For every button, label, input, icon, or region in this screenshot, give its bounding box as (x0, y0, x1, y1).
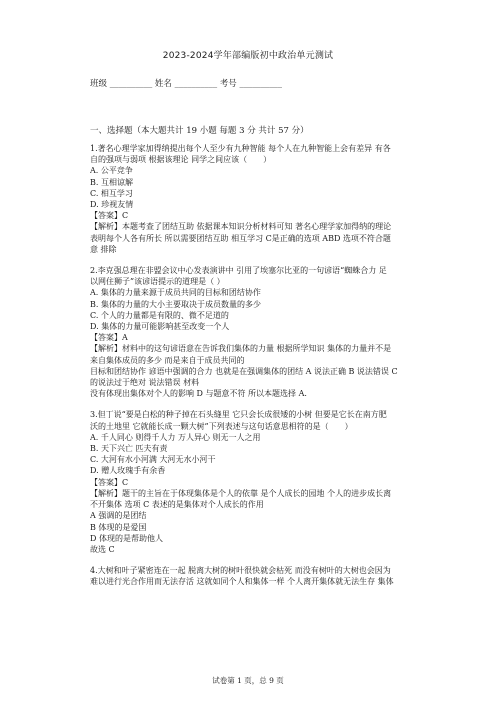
analysis-line: 不开集体 选项 C 表述的是集体对个人成长的作用 (90, 500, 264, 510)
question-stem-line: 自的强项与弱项 根据该理论 同学之间应该（ ） (90, 155, 272, 165)
analysis-line: D 体现的是帮助他人 (90, 533, 163, 543)
analysis-line: 的说法过于绝对 说法错误 材料 (90, 378, 200, 388)
option-b: B. 互相谅解 (90, 177, 133, 187)
analysis-line: 意 排除 (90, 244, 117, 254)
analysis-line: 故选 C (90, 544, 115, 554)
page-footer: 试卷第 1 页，总 9 页 (212, 676, 284, 685)
option-a: A. 集体的力量来源于成员共同的目标和团结协作 (90, 288, 261, 298)
option-a: A. 千人同心 则得千人力 万人异心 则无一人之用 (90, 432, 261, 442)
question-list (90, 143, 412, 598)
answer-line: 【答案】C (90, 211, 129, 221)
analysis-line: 表明每个人各有所长 所以需要团结互助 相互学习 C是正确的选项 ABD 选项不符合题 (90, 233, 391, 243)
option-a: A. 公平竞争 (90, 166, 133, 176)
question-stem-line: 沃的土地里 它就能长成一颗大树”下列表述与这句话意思相符的是（ ） (90, 421, 353, 431)
question-stem-line: 难以进行光合作用而无法存活 这就如同个人和集体一样 个人离开集体就无法生存 集体 (90, 577, 394, 587)
question-stem-line: 1.著名心理学家加得纳提出每个人至少有九种智能 每个人在九种智能上会有差异 有各 (90, 144, 391, 153)
question-stem-line: 3.但丁说“要是白松的种子掉在石头缝里 它只会长成很矮的小树 但要是它长在南方肥 (90, 410, 387, 420)
analysis-line: 来自集体成员的多少 而是来自于成员共同的 (90, 355, 245, 365)
option-d: D. 赠人玫瑰手有余香 (90, 466, 166, 476)
option-c: C. 相互学习 (90, 188, 133, 198)
option-c: C. 个人的力量都是有限的、微不足道的 (90, 310, 229, 320)
question-stem-line: 以网住狮子”该谚语提示的道理是（ ） (90, 277, 225, 287)
option-b: B. 集体的力量的大小主要取决于成员数量的多少 (90, 299, 261, 309)
question-stem-line: 2.李克强总理在非盟会议中心发表演讲中 引用了埃塞尔比亚的一句谚语“蜘蛛合力 足 (90, 266, 387, 276)
document-title: 2023-2024学年部编版初中政治单元测试 (162, 51, 334, 61)
student-info-line: 班级 __________ 姓名 __________ 考号 __________ (90, 79, 283, 89)
question-1 (90, 143, 412, 255)
option-d: D. 珍视友情 (90, 200, 134, 210)
analysis-line: 【解析】本题考查了团结互助 依据课本知识分析材料可知 著名心理学家加得纳的理论 (90, 222, 392, 232)
analysis-line: 目标和团结协作 谚语中强调的合力 也就是在强调集体的团结 A 说法正确 B 说法错误 C (90, 366, 398, 376)
analysis-line: 【解析】题干的主旨在于体现集体是个人的依靠 是个人成长的园地 个人的进步成长离 (90, 488, 392, 498)
section-heading: 一、选择题（本大题共计 19 小题 每题 3 分 共计 57 分） (90, 126, 309, 136)
question-stem-line: 4.大树和叶子紧密连在一起 脱离大树的树叶很快就会枯死 而没有树叶的大树也会因为 (90, 566, 391, 576)
answer-line: 【答案】A (90, 333, 128, 343)
question-2 (90, 265, 412, 399)
question-3 (90, 409, 412, 555)
question-4 (90, 565, 412, 587)
option-d: D. 集体的力量可能影响甚至改变一个人 (90, 322, 230, 332)
option-b: B. 天下兴亡 匹夫有责 (90, 444, 168, 454)
analysis-line: 【解析】材料中的这句谚语意在告诉我们集体的力量 根据所学知识 集体的力量并不是 (90, 344, 392, 354)
answer-line: 【答案】C (90, 477, 129, 487)
analysis-line: A 强调的是团结 (90, 511, 147, 521)
analysis-line: 没有体现出集体对个人的影响 D 与题意不符 所以本题选择 A. (90, 389, 307, 399)
analysis-line: B 体现的是爱国 (90, 522, 147, 532)
option-c: C. 大河有水小河满 大河无水小河干 (90, 455, 216, 465)
